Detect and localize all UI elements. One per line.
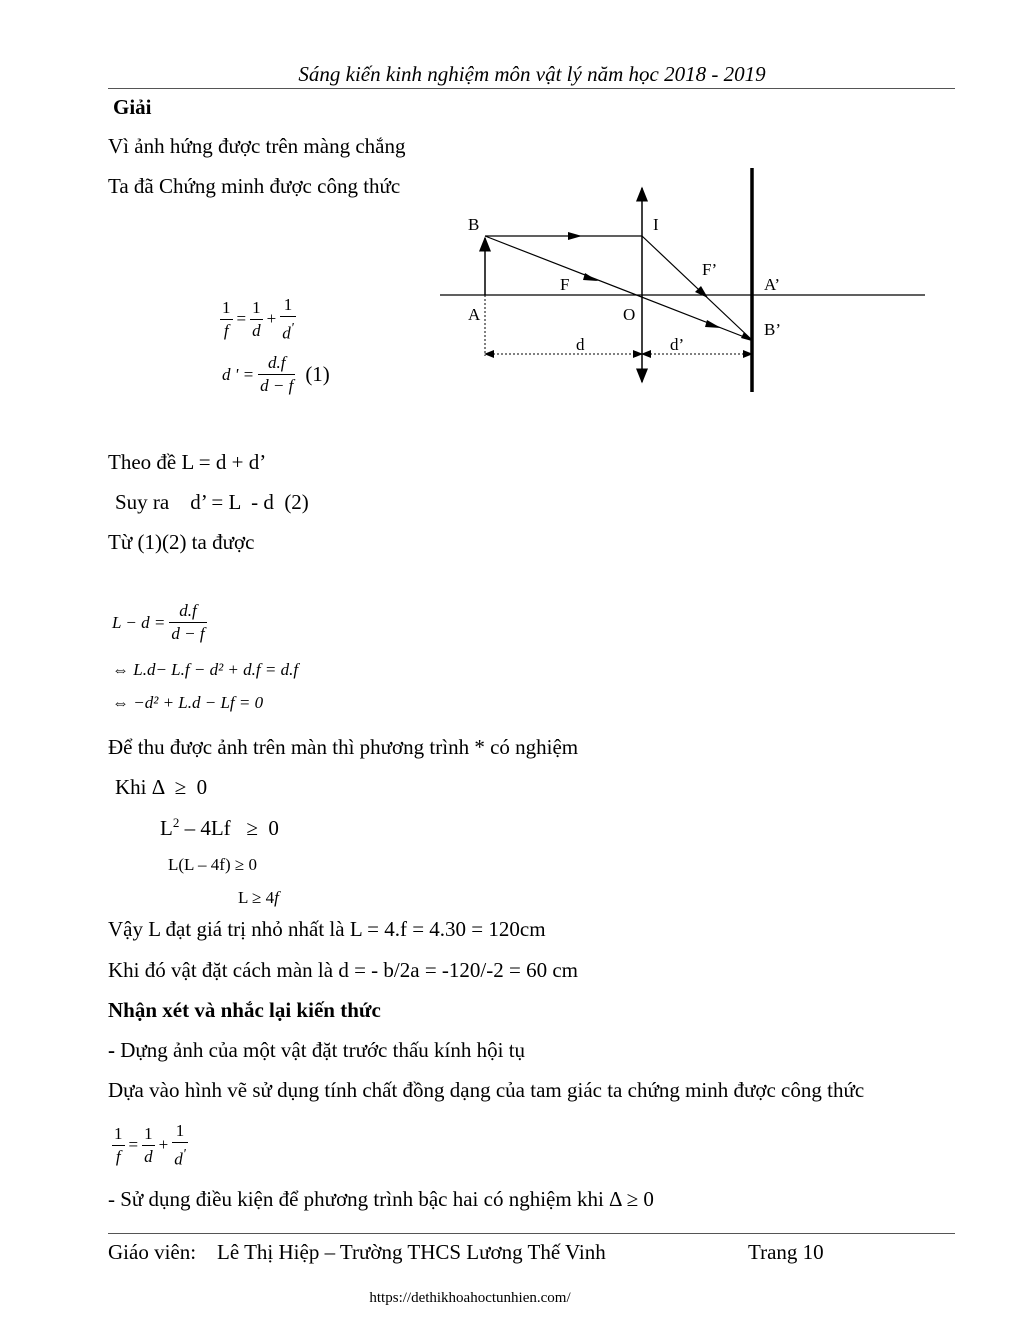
text-line: L(L – 4f) ≥ 0 <box>168 855 257 874</box>
label-B: B <box>468 215 480 234</box>
footer-page-number: Trang 10 <box>748 1240 824 1264</box>
label-A-prime: A’ <box>764 275 781 294</box>
text-line: Từ (1)(2) ta được <box>108 530 255 554</box>
image-distance-formula: d ' = $\frac{d.f}{d - f}$ (1) <box>222 353 330 395</box>
footer-teacher: Giáo viên: Lê Thị Hiệp – Trường THCS Lương Thế Vinh <box>108 1240 606 1264</box>
remark-item: Dựa vào hình vẽ sử dụng tính chất đồng dạng của tam giác ta chứng minh được công thức <box>108 1078 865 1102</box>
text-line: Ta đã Chứng minh được công thức <box>108 174 401 198</box>
label-I: I <box>653 215 659 234</box>
lens-formula: $\frac{1}{f}$ = $\frac{1}{d}$ + $\frac{1}{d'}$ <box>222 295 294 343</box>
lens-ray-diagram <box>430 160 930 400</box>
header-title: Sáng kiến kinh nghiệm môn vật lý năm học 2018 - 2019 <box>298 62 766 86</box>
label-F-prime: F’ <box>702 260 718 279</box>
source-url[interactable]: https://dethikhoahoctunhien.com/ <box>369 1290 571 1306</box>
text-line: Để thu được ảnh trên màn thì phương trình * có nghiệm <box>108 735 579 759</box>
ray-refracted <box>642 236 752 340</box>
label-F: F <box>560 275 570 294</box>
label-A: A <box>468 305 481 324</box>
remark-item: - Sử dụng điều kiện để phương trình bậc hai có nghiệm khi Δ ≥ 0 <box>108 1187 654 1211</box>
label-O: O <box>623 305 636 324</box>
equation-expanded: ⇔ L.d− L.f − d² + d.f = d.f <box>112 660 299 679</box>
equation-quadratic: ⇔ −d² + L.d − Lf = 0 <box>112 693 264 712</box>
heading-solution: Giải <box>113 95 152 119</box>
remark-heading: Nhận xét và nhắc lại kiến thức <box>108 998 381 1022</box>
equation-l-minus-d: L − d = $\frac{d.f}{d - f}$ <box>112 601 205 643</box>
label-d: d <box>576 335 585 354</box>
text-line: Vì ảnh hứng được trên màng chắng <box>108 134 406 158</box>
footer-rule <box>108 1233 955 1234</box>
label-d-prime: d’ <box>670 335 685 354</box>
lens-formula-repeat: $\frac{1}{f}$ = $\frac{1}{d}$ + $\frac{1}{d'}$ <box>114 1121 186 1169</box>
text-line: Theo đề L = d + d’ <box>108 450 267 474</box>
text-line: Khi đó vật đặt cách màn là d = - b/2a = -120/-2 = 60 cm <box>108 958 578 982</box>
text-line: Khi Δ ≥ 0 <box>115 775 208 799</box>
header-rule <box>108 88 955 89</box>
text-line: L ≥ 4f <box>238 888 279 907</box>
text-line: $L^2 - 4Lf \ge 0$ <box>160 815 279 840</box>
remark-item: - Dựng ảnh của một vật đặt trước thấu kính hội tụ <box>108 1038 526 1062</box>
text-line: Suy ra d’ = L - d (2) <box>115 490 309 514</box>
text-line: Vậy L đạt giá trị nhỏ nhất là L = 4.f = 4.30 = 120cm <box>108 917 546 941</box>
label-B-prime: B’ <box>764 320 781 339</box>
